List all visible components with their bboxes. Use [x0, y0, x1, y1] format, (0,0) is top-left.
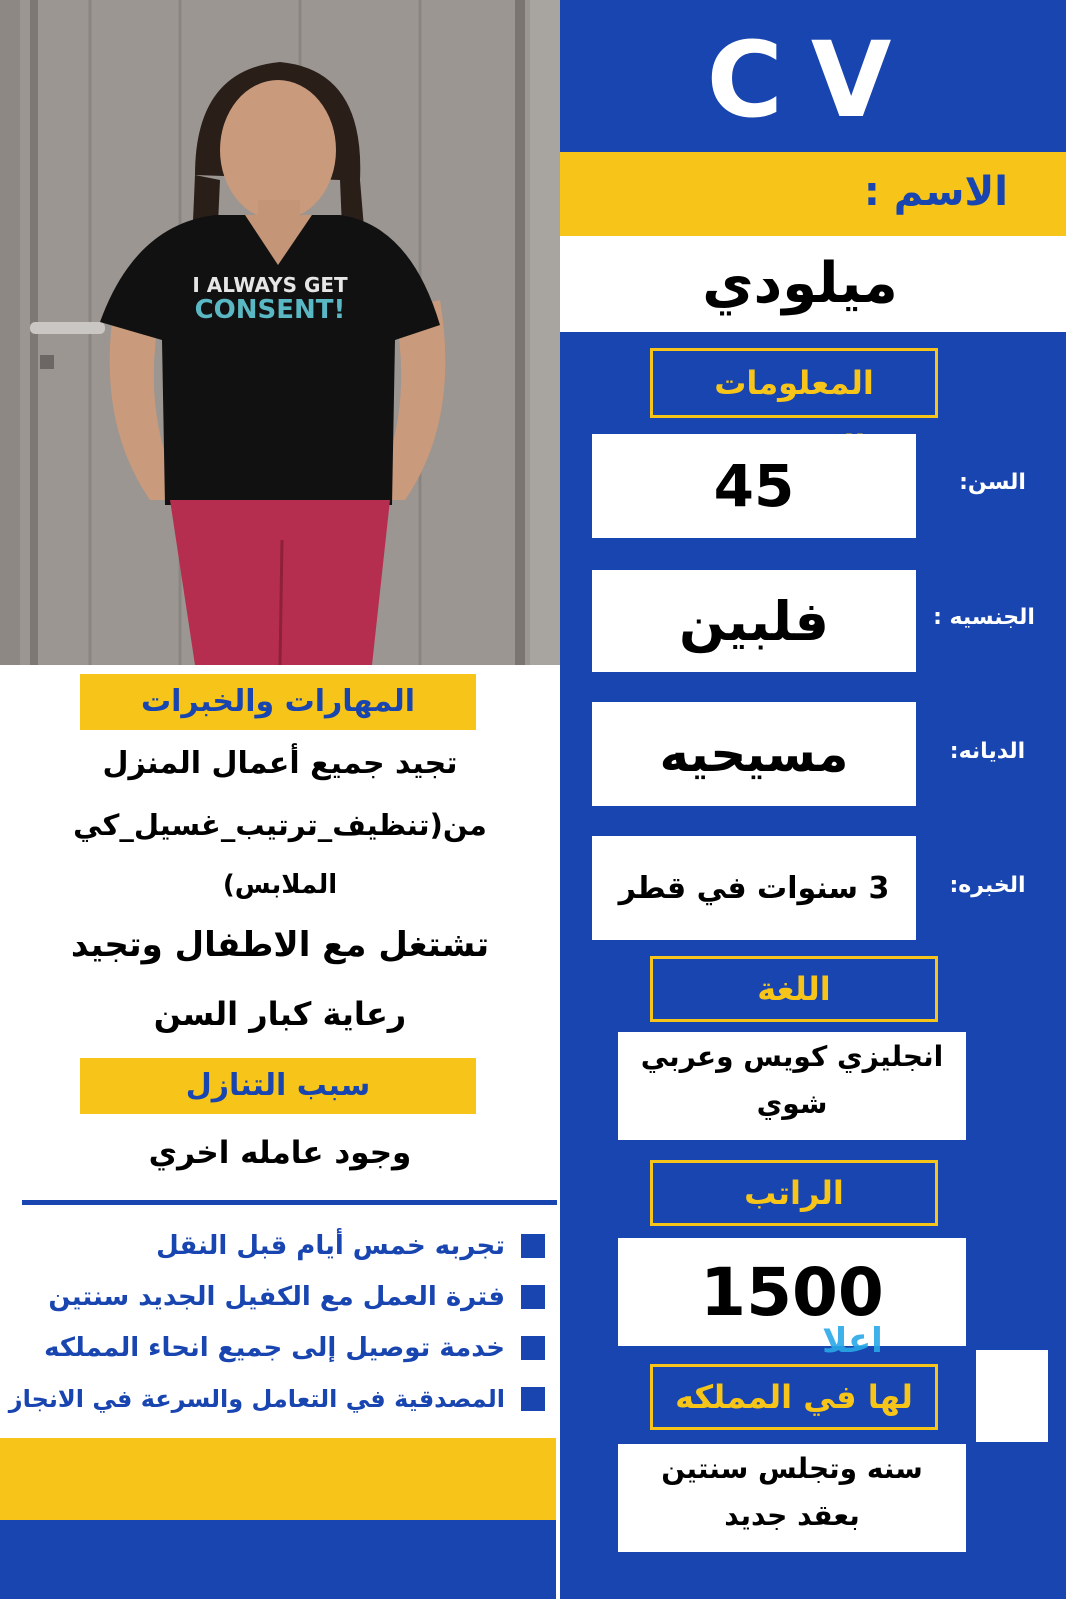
in-kingdom-value-line2: بعقد جديد: [724, 1499, 860, 1532]
name-label: الاسم :: [863, 169, 1008, 215]
white-square-decoration: [976, 1350, 1048, 1442]
bottom-blue-band: [0, 1520, 556, 1599]
nationality-label: الجنسيه :: [933, 605, 1035, 630]
square-bullet-icon: [521, 1336, 545, 1360]
cv-title: CV: [706, 19, 920, 141]
feature-text: خدمة توصيل إلى جميع انحاء المملكه: [44, 1333, 505, 1363]
square-bullet-icon: [521, 1234, 545, 1258]
divider-line: [22, 1200, 557, 1205]
age-label: السن:: [959, 470, 1026, 495]
nationality-value: فلبين: [592, 570, 916, 672]
experience-label: الخبره:: [949, 873, 1026, 898]
candidate-photo: [0, 0, 560, 665]
feature-item: [20, 1222, 545, 1270]
feature-text: المصدقية في التعامل والسرعة في الانجاز: [8, 1385, 505, 1413]
square-bullet-icon: [521, 1387, 545, 1411]
feature-item: [8, 1375, 545, 1423]
religion-value: مسيحيه: [592, 702, 916, 806]
feature-text: تجربه خمس أيام قبل النقل: [156, 1231, 505, 1261]
salary-title: الراتب: [650, 1160, 938, 1226]
name-value: ميلودي: [702, 251, 898, 316]
language-value-box: [618, 1032, 966, 1140]
square-bullet-icon: [521, 1285, 545, 1309]
language-title: اللغة: [650, 956, 938, 1022]
shirt-print-line2: CONSENT!: [194, 295, 346, 325]
watermark-logo: اعلا: [822, 1321, 883, 1361]
age-value: 45: [592, 434, 916, 538]
in-kingdom-value-line1: سنه وتجلس سنتين: [661, 1452, 923, 1485]
release-reason-value: وجود عامله اخري: [148, 1135, 412, 1171]
language-value-line1: انجليزي كويس وعربي: [640, 1040, 944, 1073]
language-value-line2: شوي: [756, 1087, 828, 1120]
skill-line-4: تشتغل مع الاطفال وتجيد: [70, 925, 490, 965]
in-kingdom-value-box: [618, 1444, 966, 1552]
release-reason-title: سبب التنازل: [80, 1058, 476, 1114]
feature-item: [20, 1324, 545, 1372]
skills-title: المهارات والخبرات: [80, 674, 476, 730]
feature-text: فترة العمل مع الكفيل الجديد سنتين: [48, 1282, 505, 1312]
salary-value: 1500: [618, 1238, 966, 1346]
bottom-yellow-band: [0, 1438, 556, 1520]
skill-line-3: الملابس): [222, 870, 338, 900]
religion-label: الديانه:: [949, 739, 1026, 764]
skill-line-5: رعاية كبار السن: [153, 995, 407, 1033]
candidate-photo-illustration: [0, 0, 560, 665]
shirt-print-line1: I ALWAYS GET: [192, 273, 348, 297]
in-kingdom-title: لها في المملكه: [650, 1364, 938, 1430]
skill-line-1: تجيد جميع أعمال المنزل: [102, 746, 458, 781]
experience-value: 3 سنوات في قطر: [592, 836, 916, 940]
personal-info-title: المعلومات: [650, 348, 938, 418]
skill-line-2: من(تنظيف_ترتيب_غسيل_كي: [73, 808, 487, 842]
feature-item: [20, 1273, 545, 1321]
